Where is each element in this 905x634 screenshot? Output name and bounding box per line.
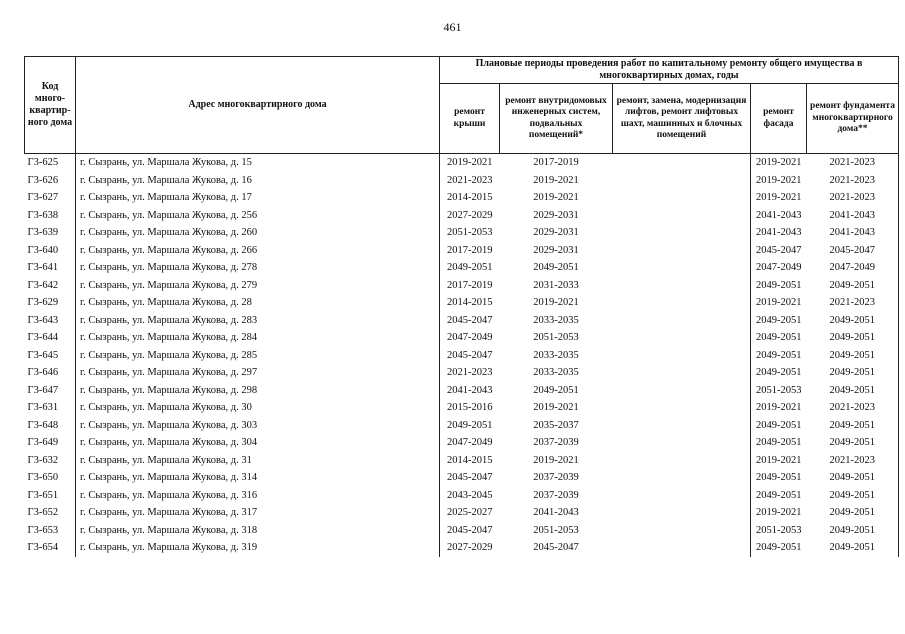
cell-systems: 2037-2039 — [533, 437, 579, 448]
cell-address: г. Сызрань, ул. Маршала Жукова, д. 279 — [76, 277, 440, 295]
table-row — [25, 312, 899, 330]
table-row — [25, 329, 899, 347]
table-row — [25, 277, 899, 295]
cell-code: Г3-650 — [27, 472, 59, 483]
cell-lifts — [613, 347, 751, 365]
table-row — [25, 259, 899, 277]
table-row — [25, 522, 899, 540]
cell-code: Г3-629 — [27, 297, 59, 308]
cell-code: Г3-638 — [27, 209, 59, 221]
cell-code: Г3-645 — [27, 349, 59, 361]
cell-roof: 2049-2051 — [440, 259, 500, 277]
cell-systems: 2029-2031 — [533, 244, 579, 256]
cell-facade: 2049-2051 — [751, 312, 807, 330]
cell-facade: 2049-2051 — [751, 434, 807, 452]
table-row — [25, 154, 899, 172]
cell-lifts — [613, 259, 751, 277]
cell-roof: 2017-2019 — [440, 242, 500, 260]
cell-systems: 2029-2031 — [533, 227, 579, 238]
cell-lifts — [613, 452, 751, 470]
cell-facade: 2045-2047 — [751, 242, 807, 260]
cell-foundation: 2021-2023 — [807, 189, 899, 207]
cell-address: г. Сызрань, ул. Маршала Жукова, д. 297 — [76, 364, 440, 382]
cell-systems: 2019-2021 — [533, 174, 579, 186]
cell-facade: 2049-2051 — [751, 417, 807, 435]
cell-roof: 2014-2015 — [440, 452, 500, 470]
header-lifts: ремонт, замена, модернизация лифтов, ремонт лифтовых шахт, машинных и блочных помещений — [613, 84, 751, 154]
cell-lifts — [613, 399, 751, 417]
table-row — [25, 539, 899, 557]
cell-lifts — [613, 224, 751, 242]
cell-code: Г3-647 — [27, 384, 59, 396]
cell-foundation: 2041-2043 — [807, 224, 899, 242]
cell-foundation: 2049-2051 — [807, 312, 899, 330]
table-row — [25, 504, 899, 522]
cell-systems: 2019-2021 — [533, 454, 579, 466]
cell-foundation: 2049-2051 — [807, 347, 899, 365]
cell-systems: 2017-2019 — [500, 154, 613, 172]
cell-roof: 2047-2049 — [440, 329, 500, 347]
cell-address: г. Сызрань, ул. Маршала Жукова, д. 283 — [76, 312, 440, 330]
cell-facade: 2019-2021 — [751, 189, 807, 207]
cell-systems: 2049-2051 — [533, 262, 579, 273]
cell-code: Г3-653 — [27, 524, 59, 536]
cell-address: г. Сызрань, ул. Маршала Жукова, д. 318 — [76, 522, 440, 540]
cell-facade: 2019-2021 — [751, 154, 807, 172]
cell-code: Г3-643 — [27, 314, 59, 326]
cell-foundation: 2045-2047 — [807, 242, 899, 260]
cell-address: г. Сызрань, ул. Маршала Жукова, д. 266 — [76, 242, 440, 260]
cell-address: г. Сызрань, ул. Маршала Жукова, д. 256 — [76, 207, 440, 225]
cell-foundation: 2049-2051 — [807, 382, 899, 400]
cell-address: г. Сызрань, ул. Маршала Жукова, д. 30 — [76, 399, 440, 417]
cell-lifts — [613, 539, 751, 557]
cell-facade: 2019-2021 — [751, 294, 807, 312]
table-row — [25, 452, 899, 470]
table-row — [25, 434, 899, 452]
cell-roof: 2027-2029 — [440, 207, 500, 225]
cell-facade: 2051-2053 — [751, 382, 807, 400]
cell-code: Г3-649 — [27, 437, 59, 448]
cell-foundation: 2021-2023 — [807, 452, 899, 470]
cell-lifts — [613, 294, 751, 312]
cell-systems: 2045-2047 — [533, 542, 579, 553]
cell-lifts — [613, 172, 751, 190]
table-row — [25, 242, 899, 260]
cell-systems: 2035-2037 — [533, 419, 579, 431]
cell-code: Г3-626 — [27, 174, 59, 186]
cell-foundation: 2021-2023 — [807, 172, 899, 190]
cell-roof: 2045-2047 — [440, 347, 500, 365]
cell-facade: 2049-2051 — [751, 539, 807, 557]
cell-address: г. Сызрань, ул. Маршала Жукова, д. 260 — [76, 224, 440, 242]
cell-lifts — [613, 242, 751, 260]
cell-address: г. Сызрань, ул. Маршала Жукова, д. 15 — [76, 154, 440, 172]
cell-lifts — [613, 329, 751, 347]
cell-address: г. Сызрань, ул. Маршала Жукова, д. 304 — [76, 434, 440, 452]
cell-roof: 2045-2047 — [440, 312, 500, 330]
cell-systems: 2051-2053 — [533, 332, 579, 343]
cell-code: Г3-640 — [27, 244, 59, 256]
cell-foundation: 2049-2051 — [807, 329, 899, 347]
cell-systems: 2051-2053 — [533, 524, 579, 536]
cell-roof: 2017-2019 — [440, 277, 500, 295]
cell-address: г. Сызрань, ул. Маршала Жукова, д. 319 — [76, 539, 440, 557]
cell-systems: 2019-2021 — [533, 192, 579, 203]
cell-lifts — [613, 189, 751, 207]
cell-lifts — [613, 504, 751, 522]
cell-roof: 2027-2029 — [440, 539, 500, 557]
cell-systems: 2019-2021 — [533, 297, 579, 308]
cell-roof: 2045-2047 — [440, 522, 500, 540]
cell-foundation: 2049-2051 — [807, 434, 899, 452]
page-number: 461 — [443, 20, 462, 34]
table-row — [25, 224, 899, 242]
cell-roof: 2019-2021 — [440, 154, 500, 172]
cell-roof: 2021-2023 — [440, 364, 500, 382]
cell-facade: 2019-2021 — [751, 504, 807, 522]
cell-lifts — [613, 417, 751, 435]
cell-foundation: 2049-2051 — [807, 277, 899, 295]
cell-roof: 2015-2016 — [440, 399, 500, 417]
table-row — [25, 382, 899, 400]
header-address: Адрес многоквартирного дома — [76, 57, 440, 154]
cell-address: г. Сызрань, ул. Маршала Жукова, д. 31 — [76, 452, 440, 470]
header-facade: ремонт фасада — [751, 84, 807, 154]
cell-roof: 2021-2023 — [440, 172, 500, 190]
cell-lifts — [613, 434, 751, 452]
cell-systems: 2037-2039 — [533, 472, 579, 483]
cell-foundation: 2049-2051 — [807, 539, 899, 557]
header-code: Код много-квартир-ного дома — [25, 57, 76, 154]
cell-roof: 2045-2047 — [440, 469, 500, 487]
cell-facade: 2049-2051 — [751, 364, 807, 382]
cell-foundation: 2021-2023 — [807, 294, 899, 312]
table-row — [25, 207, 899, 225]
cell-foundation: 2049-2051 — [807, 364, 899, 382]
cell-foundation: 2021-2023 — [807, 399, 899, 417]
cell-foundation: 2049-2051 — [807, 469, 899, 487]
cell-address: г. Сызрань, ул. Маршала Жукова, д. 284 — [76, 329, 440, 347]
header-systems: ремонт внутридомовых инженерных систем, подвальных помещений* — [500, 84, 613, 154]
cell-code: Г3-631 — [27, 402, 59, 413]
cell-systems: 2033-2035 — [533, 349, 579, 361]
cell-lifts — [613, 382, 751, 400]
cell-roof: 2049-2051 — [440, 417, 500, 435]
header-roof: ремонт крыши — [440, 84, 500, 154]
cell-lifts — [613, 277, 751, 295]
cell-roof: 2025-2027 — [440, 504, 500, 522]
cell-facade: 2041-2043 — [751, 207, 807, 225]
cell-systems: 2037-2039 — [533, 489, 579, 501]
cell-facade: 2047-2049 — [751, 259, 807, 277]
table-row — [25, 364, 899, 382]
cell-roof: 2043-2045 — [440, 487, 500, 505]
cell-code: Г3-642 — [27, 279, 59, 291]
cell-roof: 2051-2053 — [440, 224, 500, 242]
cell-systems: 2041-2043 — [533, 507, 579, 518]
cell-lifts — [613, 207, 751, 225]
cell-address: г. Сызрань, ул. Маршала Жукова, д. 17 — [76, 189, 440, 207]
cell-facade: 2049-2051 — [751, 469, 807, 487]
cell-code: Г3-632 — [27, 454, 59, 466]
table-row — [25, 189, 899, 207]
cell-code: Г3-644 — [27, 332, 59, 343]
cell-address: г. Сызрань, ул. Маршала Жукова, д. 278 — [76, 259, 440, 277]
table-row — [25, 172, 899, 190]
capital-repair-table — [24, 56, 899, 557]
table-body — [25, 154, 899, 557]
table-row — [25, 347, 899, 365]
cell-facade: 2049-2051 — [751, 277, 807, 295]
cell-code: Г3-625 — [25, 154, 76, 172]
cell-facade: 2019-2021 — [751, 399, 807, 417]
cell-address: г. Сызрань, ул. Маршала Жукова, д. 303 — [76, 417, 440, 435]
cell-facade: 2019-2021 — [751, 172, 807, 190]
cell-facade: 2041-2043 — [751, 224, 807, 242]
cell-code: Г3-651 — [27, 489, 59, 501]
cell-systems: 2019-2021 — [533, 402, 579, 413]
cell-roof: 2041-2043 — [440, 382, 500, 400]
cell-foundation: 2041-2043 — [807, 207, 899, 225]
cell-systems: 2029-2031 — [533, 209, 579, 221]
cell-foundation: 2049-2051 — [807, 504, 899, 522]
header-foundation: ремонт фундамента многоквартирного дома** — [807, 84, 899, 154]
cell-systems: 2033-2035 — [533, 314, 579, 326]
cell-address: г. Сызрань, ул. Маршала Жукова, д. 285 — [76, 347, 440, 365]
cell-address: г. Сызрань, ул. Маршала Жукова, д. 316 — [76, 487, 440, 505]
cell-systems: 2031-2033 — [533, 279, 579, 291]
cell-code: Г3-641 — [27, 262, 59, 273]
cell-lifts — [613, 469, 751, 487]
cell-foundation: 2049-2051 — [807, 522, 899, 540]
cell-lifts — [613, 154, 751, 172]
table-row — [25, 399, 899, 417]
cell-facade: 2049-2051 — [751, 329, 807, 347]
cell-code: Г3-652 — [27, 507, 59, 518]
cell-lifts — [613, 522, 751, 540]
cell-foundation: 2047-2049 — [807, 259, 899, 277]
cell-code: Г3-639 — [27, 227, 59, 238]
table-row — [25, 417, 899, 435]
cell-systems: 2049-2051 — [533, 384, 579, 396]
cell-address: г. Сызрань, ул. Маршала Жукова, д. 28 — [76, 294, 440, 312]
cell-roof: 2047-2049 — [440, 434, 500, 452]
cell-lifts — [613, 364, 751, 382]
cell-roof: 2014-2015 — [440, 189, 500, 207]
cell-code: Г3-648 — [27, 419, 59, 431]
cell-code: Г3-654 — [27, 542, 59, 553]
cell-code: Г3-627 — [27, 192, 59, 203]
header-periods-group: Плановые периоды проведения работ по капитальному ремонту общего имущества в многоквартирных домах, годы — [440, 57, 899, 84]
cell-lifts — [613, 487, 751, 505]
table-row — [25, 294, 899, 312]
cell-foundation: 2021-2023 — [807, 154, 899, 172]
cell-facade: 2049-2051 — [751, 347, 807, 365]
cell-address: г. Сызрань, ул. Маршала Жукова, д. 314 — [76, 469, 440, 487]
cell-facade: 2049-2051 — [751, 487, 807, 505]
cell-facade: 2051-2053 — [751, 522, 807, 540]
cell-address: г. Сызрань, ул. Маршала Жукова, д. 317 — [76, 504, 440, 522]
cell-foundation: 2049-2051 — [807, 487, 899, 505]
table-row — [25, 487, 899, 505]
cell-lifts — [613, 312, 751, 330]
cell-address: г. Сызрань, ул. Маршала Жукова, д. 16 — [76, 172, 440, 190]
cell-facade: 2019-2021 — [751, 452, 807, 470]
cell-code: Г3-646 — [27, 367, 59, 378]
cell-address: г. Сызрань, ул. Маршала Жукова, д. 298 — [76, 382, 440, 400]
cell-systems: 2033-2035 — [533, 367, 579, 378]
cell-roof: 2014-2015 — [440, 294, 500, 312]
cell-foundation: 2049-2051 — [807, 417, 899, 435]
table-row — [25, 469, 899, 487]
